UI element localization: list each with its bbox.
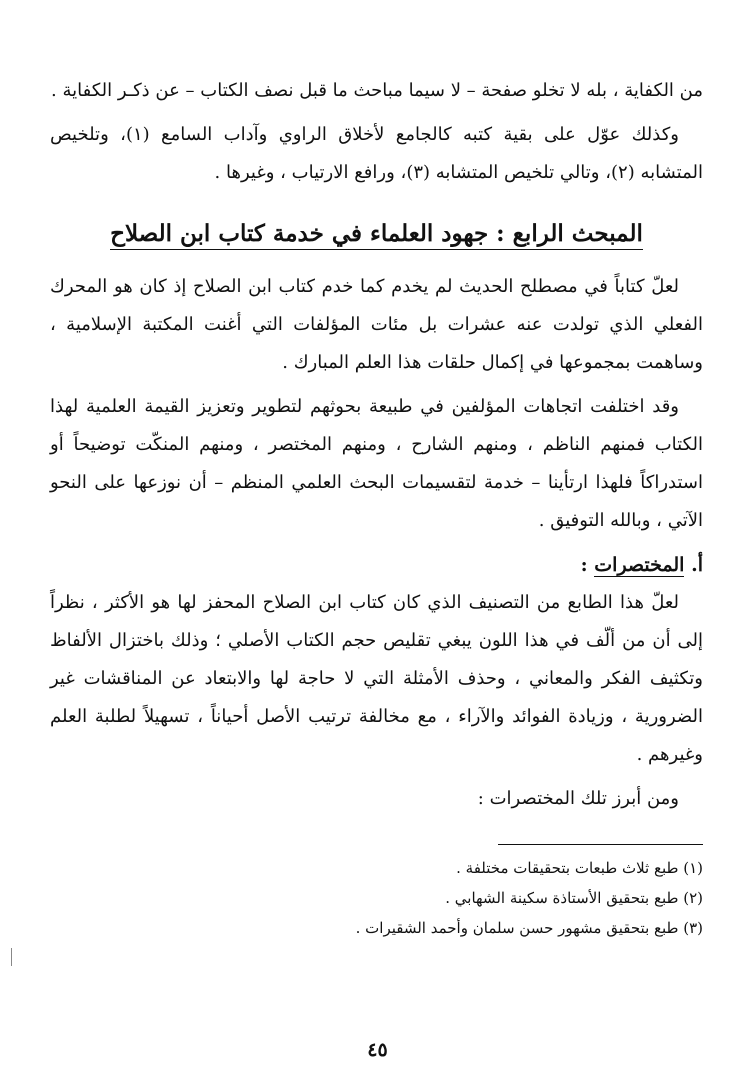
footnote-item: (٢) طبع بتحقيق الأستاذة سكينة الشهابي .	[445, 889, 703, 907]
subheading-abridgments	[50, 546, 703, 584]
paragraph-author-directions: وقد اختلفت اتجاهات المؤلفين في طبيعة بحوثهم لتطوير وتعزيز القيمة العلمية لهذا الكتاب فمنهم الناظم ، ومنهم الشارح ، ومنهم المختصر ، ومنهم المنكّت توضيحاً أو استدراكاً فلهذا ارتأينا – خدمة لتقسيمات البحث العلمي المنظم – أن نوزعها على النحو الآتي ، وبالله التوفيق .	[50, 396, 703, 531]
page-number: ٤٥	[367, 1039, 388, 1061]
section-heading-text: المبحث الرابع : جهود العلماء في خدمة كتاب ابن الصلاح	[110, 220, 643, 250]
subheading-colon: :	[580, 554, 588, 576]
paragraph-abridgment-style: لعلّ هذا الطابع من التصنيف الذي كان كتاب ابن الصلاح المحفز لها هو الأكثر ، نظراً إلى أن من ألّف في هذا اللون يبغي تقليص حجم الكتاب الأصلي ؛ وذلك باختزال الألفاظ وتكثيف الفكر والمعاني ، وحذف الأمثلة التي لا حاجة لها والابتعاد عن المناقشات غير الضرورية ، وزيادة الفوائد والآراء ، مع مخالفة ترتيب الأصل أحياناً ، تسهيلاً لطلبة العلم وغيرهم .	[50, 592, 703, 765]
subheading-letter: أ.	[691, 554, 703, 576]
footnote-divider	[498, 844, 703, 845]
paragraph-kifaya: من الكفاية ، بله لا تخلو صفحة – لا سيما مباحث ما قبل نصف الكتاب – عن ذكـر الكفاية .	[51, 80, 703, 101]
paragraph-other-books: وكذلك عوّل على بقية كتبه كالجامع لأخلاق الراوي وآداب السامع (١)، وتلخيص المتشابه (٢)، وتالي تلخيص المتشابه (٣)، ورافع الارتياب ، وغيرها .	[50, 124, 703, 183]
footnotes	[50, 853, 703, 943]
book-page	[50, 72, 703, 1069]
section-heading	[50, 214, 703, 254]
footnote-item: (١) طبع ثلاث طبعات بتحقيقات مختلفة .	[456, 859, 703, 877]
footnote-item: (٣) طبع بتحقيق مشهور حسن سلمان وأحمد الشقيرات .	[355, 919, 703, 937]
paragraph-notable-abridgments: ومن أبرز تلك المختصرات :	[477, 788, 679, 809]
margin-mark	[11, 948, 12, 966]
subheading-text: المختصرات	[594, 554, 685, 576]
paragraph-intro-ibn-salah: لعلّ كتاباً في مصطلح الحديث لم يخدم كما خدم كتاب ابن الصلاح إذ كان هو المحرك الفعلي الذي تولدت عنه عشرات بل مئات المؤلفات التي أغنت المكتبة الإسلامية ، وساهمت بمجموعها في إكمال حلقات هذا العلم المبارك .	[50, 276, 703, 373]
